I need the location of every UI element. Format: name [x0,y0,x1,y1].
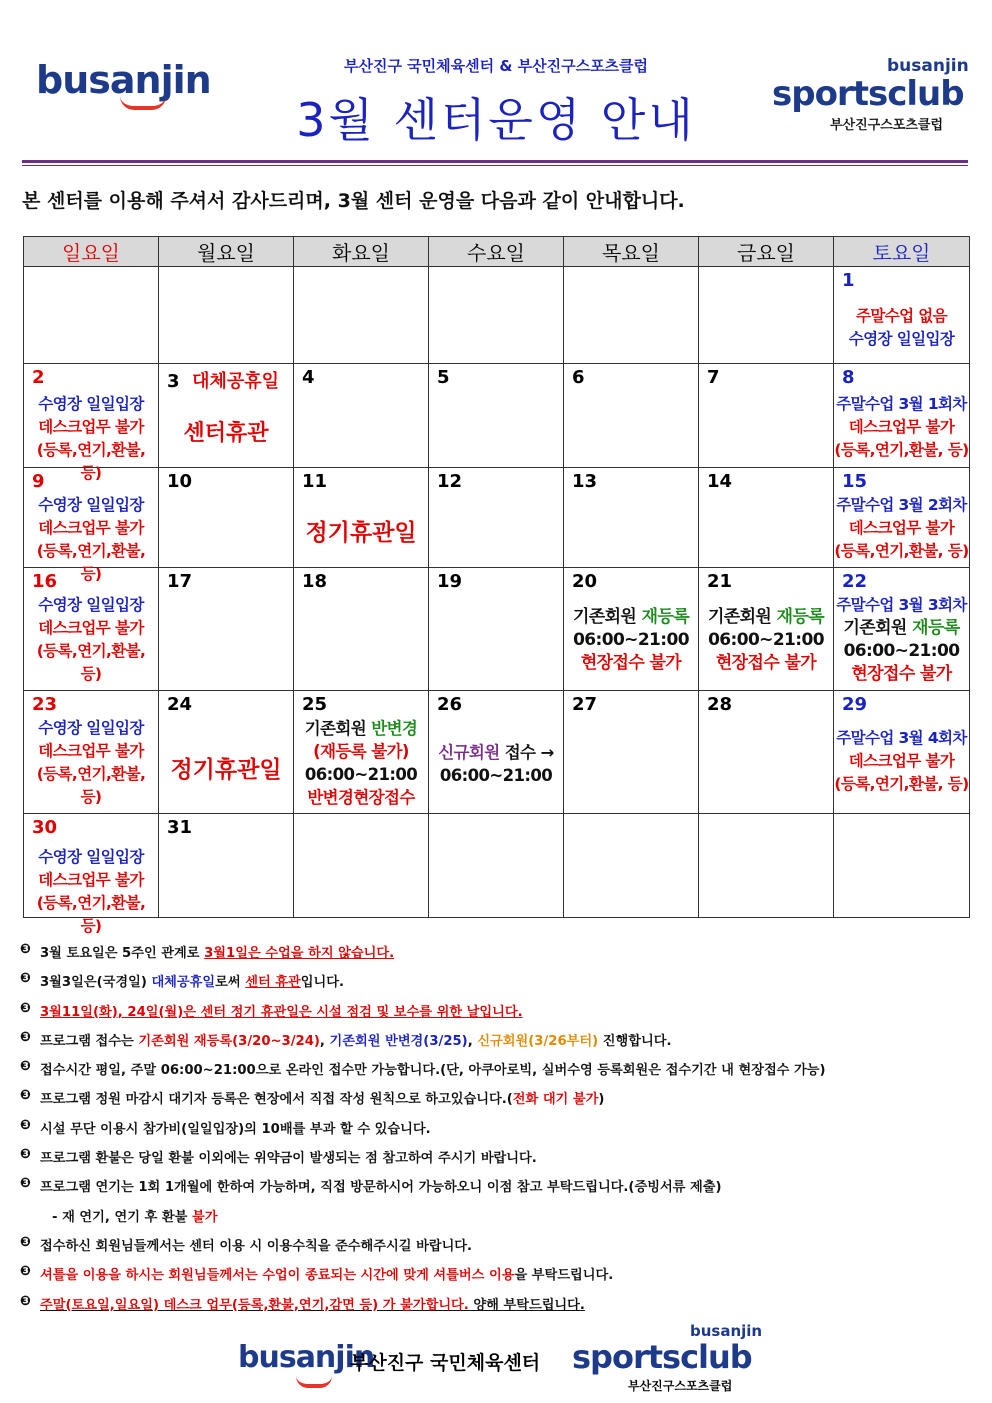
weekday-tue: 화요일 [294,237,429,267]
footer-logo-sub-text: 부산진구스포츠클럽 [628,1379,733,1393]
day-number: 7 [707,367,720,388]
bullet-icon: ❸ [20,1264,32,1280]
footer-busanjin-logo: busanjin [238,1340,375,1375]
calendar-cell-empty [429,267,564,364]
calendar-cell-day-16 [24,568,159,691]
calendar-cell-day-14 [699,468,834,568]
note-part-highlight: 기존회원 재등록(3/20~3/24) [138,1033,320,1049]
weekday-thu: 목요일 [564,237,699,267]
bullet-icon: ❸ [20,971,32,987]
day-number: 30 [32,817,58,838]
day-notes [429,741,563,787]
reregister-label: 재등록 [641,607,690,627]
note-item [20,1292,980,1321]
note-line: (등록,연기,환불, 등) [36,765,146,806]
day-number-text: 3 [167,371,180,392]
bullet-icon: ❸ [20,1234,32,1250]
weekday-sat: 토요일 [834,237,970,267]
calendar-cell-day-19 [429,568,564,691]
note-line [834,617,969,640]
member-label: 기존회원 [707,607,777,627]
center-closed-label: 센터휴관 [183,421,269,446]
calendar-cell-day-25 [294,691,429,814]
bullet-icon: ❸ [20,1117,32,1133]
day-number: 9 [32,471,45,492]
note-part-highlight: 기존회원 반변경(3/25) [329,1033,468,1049]
calendar-cell-day-13 [564,468,699,568]
note-part: 로써 [215,975,246,991]
calendar-cell-day-28 [699,691,834,814]
note-text [40,1264,613,1283]
calendar-cell-empty [159,267,294,364]
calendar-week [24,267,970,364]
calendar-week [24,568,970,691]
regular-closed-label: 정기휴관일 [305,520,417,546]
note-line: (등록,연기,환불, 등) [36,542,146,583]
header-divider [22,160,968,163]
note-line: 주말수업 3월 2회차 [836,496,967,514]
calendar-cell-empty [24,267,159,364]
time-range: 06:00~21:00 [843,641,960,661]
note-part-highlight: 신규회원(3/26부터) [477,1033,599,1049]
page-title: 3월 센터운영 안내 [296,93,696,147]
calendar-cell-empty [699,814,834,918]
weekday-fri: 금요일 [699,237,834,267]
calendar-cell-day-30 [24,814,159,935]
day-notes [24,594,158,686]
day-notes [564,606,698,675]
weekday-mon: 월요일 [159,237,294,267]
note-line: 현장접수 불가 [851,664,952,684]
day-number [167,367,279,393]
note-text [40,1030,671,1049]
note-text: 접수시간 평일, 주말 06:00~21:00으로 온라인 접수만 가능합니다.(단, 아쿠아로빅, 실버수영 등록회원은 접수기간 내 현장접수 가능) [40,1063,826,1079]
calendar-cell-empty [294,267,429,364]
day-number: 21 [707,571,733,592]
note-line: 수영장 일일입장 [848,330,955,348]
day-number: 1 [842,270,855,291]
calendar-table [23,236,970,935]
note-text: 프로그램 연기는 1회 1개월에 한하여 가능하며, 직접 방문하시어 가능하오니 이점 참고 부탁드립니다.(증빙서류 제출) [40,1180,722,1196]
calendar-cell-day-12 [429,468,564,568]
logo-wordmark: busanjin [36,58,211,102]
weekday-wed: 수요일 [429,237,564,267]
calendar-cell-day-21 [699,568,834,691]
calendar-week [24,814,970,918]
logo-big-text: sportsclub [772,74,964,114]
calendar-cell-empty [834,814,970,918]
sportsclub-logo-right [772,56,972,136]
note-line: 주말수업 3월 1회차 [836,395,967,413]
note-line: 데스크업무 불가 [848,418,955,436]
note-item [20,940,980,969]
note-part: ) [598,1092,605,1108]
note-item [20,1174,980,1203]
note-line: (등록,연기,환불, 등) [834,441,969,459]
note-part-highlight: 불가 [191,1209,218,1225]
note-line: 수영장 일일입장 [38,848,144,866]
note-part: , [319,1033,330,1049]
note-line [429,741,563,764]
class-change-label: 반변경 [371,719,418,738]
calendar-cell-day-1 [834,267,970,364]
day-number: 2 [32,367,45,388]
day-number: 19 [437,571,463,592]
calendar-cell-day-15 [834,468,970,568]
member-label: 기존회원 [572,607,642,627]
calendar-cell-day-2 [24,364,159,482]
calendar-cell-day-27 [564,691,699,814]
calendar-cell-day-5 [429,364,564,468]
calendar-cell-empty [564,267,699,364]
reregister-label: 재등록 [912,618,960,638]
intake-arrow-label: 접수 → [499,743,554,762]
calendar-cell-day-6 [564,364,699,468]
bullet-icon: ❸ [20,1059,32,1075]
day-number: 20 [572,571,598,592]
note-line [699,606,833,629]
member-label: 기존회원 [304,719,372,738]
note-line: 수영장 일일입장 [38,395,144,413]
note-part: , [467,1033,478,1049]
note-item [20,1233,980,1262]
note-line: 데스크업무 불가 [38,418,144,436]
footer-sportsclub-logo: sportsclub [572,1338,752,1376]
note-line: 데스크업무 불가 [38,519,144,537]
day-number: 24 [167,694,193,715]
holiday-label: 대체공휴일 [192,371,280,392]
logo-sub-text: 부산진구스포츠클럽 [830,118,944,133]
weekday-sun: 일요일 [24,237,159,267]
calendar-cell-day-24 [159,691,294,814]
calendar-cell-day-29 [834,691,970,814]
footer-center-name: 부산진구 국민체육센터 [350,1352,541,1374]
day-number: 8 [842,367,855,388]
note-line: 주말수업 3월 3회차 [836,596,967,614]
calendar-cell-empty [699,267,834,364]
note-item [20,1028,980,1057]
day-number: 17 [167,571,193,592]
note-part-highlight: 전화 대기 불가 [512,1092,599,1108]
note-text: 시설 무단 이용시 참가비(일일입장)의 10배를 부과 할 수 있습니다. [40,1121,431,1137]
day-number: 29 [842,694,868,715]
note-part: 3월 토요일은 5주인 관계로 [40,946,205,961]
note-text [40,1088,604,1107]
calendar-cell-day-22 [834,568,970,691]
note-part-highlight: 센터 휴관 [245,975,301,991]
note-line: 현장접수 불가 [580,653,682,673]
note-part: - 재 연기, 연기 후 환불 [52,1209,192,1225]
note-line: 주말수업 3월 4회차 [836,729,967,747]
note-text: 3월11일(화), 24일(월)은 센터 정기 휴관일은 시설 점검 및 보수를 위한 날입니다. [40,1004,523,1020]
time-range: 06:00~21:00 [439,766,553,785]
note-line: 수영장 일일입장 [38,496,144,514]
calendar-cell-day-10 [159,468,294,568]
day-notes [834,727,969,796]
note-part: 진행합니다. [598,1033,672,1049]
bullet-icon: ❸ [20,1293,32,1309]
calendar-cell-empty [564,814,699,918]
logo-small-text: busanjin [887,56,969,76]
note-subitem [20,1204,980,1233]
day-number: 6 [572,367,585,388]
day-number: 25 [302,694,328,715]
note-item [20,1145,980,1174]
note-line: 데스크업무 불가 [38,871,144,889]
note-line: 데스크업무 불가 [38,742,144,760]
note-line: 데스크업무 불가 [848,752,955,770]
day-number: 31 [167,817,193,838]
time-range: 06:00~21:00 [573,630,689,650]
note-text: 접수하신 회원님들께서는 센터 이용 시 이용수칙을 준수해주시길 바랍니다. [40,1238,473,1254]
calendar-cell-empty [429,814,564,918]
member-label: 기존회원 [843,618,913,638]
calendar-cell-day-8 [834,364,970,468]
note-item [20,1262,980,1291]
note-part: 프로그램 정원 마감시 대기자 등록은 현장에서 직접 작성 원칙으로 하고있습니다.( [40,1092,513,1108]
bullet-icon: ❸ [20,1147,32,1163]
note-part: 양해 부탁드립니다. [468,1297,585,1313]
note-part: 을 부탁드립니다. [514,1268,614,1284]
day-notes [24,846,158,938]
note-part-highlight: 3월1일은 수업을 하지 않습니다. [204,946,395,961]
note-item [20,1086,980,1115]
time-range: 06:00~21:00 [708,630,824,650]
note-item [20,1116,980,1145]
day-notes [294,717,428,809]
calendar-cell-day-26 [429,691,564,814]
day-notes [834,305,969,351]
bullet-icon: ❸ [20,1000,32,1016]
day-number: 23 [32,694,58,715]
note-line: (등록,연기,환불, 등) [36,894,146,935]
footer-logo-small-text: busanjin [690,1322,763,1340]
bullet-icon: ❸ [20,1088,32,1104]
footer-logo-smile-mark [296,1376,332,1388]
note-line: 반변경현장접수 [307,788,415,807]
regular-closed-label: 정기휴관일 [170,757,282,783]
day-notes [699,606,833,675]
day-number: 28 [707,694,733,715]
notes-list [20,940,980,1321]
day-number: 13 [572,471,598,492]
note-line: (등록,연기,환불, 등) [834,775,969,793]
weekday-header-row [24,237,970,267]
calendar-cell-day-11 [294,468,429,568]
note-part-highlight: 대체공휴일 [151,975,216,991]
day-number: 10 [167,471,193,492]
day-number: 16 [32,571,58,592]
note-line [564,606,698,629]
bullet-icon: ❸ [20,1029,32,1045]
note-line: (등록,연기,환불, 등) [36,441,146,482]
note-line: 데스크업무 불가 [848,519,955,537]
day-number: 12 [437,471,463,492]
calendar-cell-day-23 [24,691,159,814]
day-notes [24,717,158,809]
day-number: 14 [707,471,733,492]
intro-text: 본 센터를 이용해 주셔서 감사드리며, 3월 센터 운영을 다음과 같이 안내합니다. [22,190,685,212]
day-number: 15 [842,471,868,492]
day-notes [834,594,969,686]
calendar-week [24,468,970,568]
note-part: 3월3일은(국경일) [40,975,152,991]
note-line: (재등록 불가) [313,742,409,761]
note-item [20,969,980,998]
page-subtitle: 부산진구 국민체육센터 & 부산진구스포츠클럽 [343,57,649,75]
day-notes [834,494,969,563]
day-number: 4 [302,367,315,388]
calendar-cell-day-20 [564,568,699,691]
reregister-label: 재등록 [776,607,825,627]
note-text [40,942,394,961]
day-number: 27 [572,694,598,715]
calendar-cell-day-7 [699,364,834,468]
note-line: 현장접수 불가 [715,653,817,673]
note-line: 주말수업 없음 [855,307,948,325]
note-text: 프로그램 환불은 당일 환불 이외에는 위약금이 발생되는 점 참고하여 주시기 바랍니다. [40,1151,537,1167]
new-member-label: 신규회원 [438,743,500,762]
bullet-icon: ❸ [20,1176,32,1192]
calendar-cell-day-18 [294,568,429,691]
day-notes [834,393,969,462]
note-item [20,999,980,1028]
day-number: 18 [302,571,328,592]
calendar-cell-empty [294,814,429,918]
note-line: 수영장 일일입장 [38,719,144,737]
day-number: 22 [842,571,868,592]
day-number: 26 [437,694,463,715]
note-text [52,1206,217,1225]
note-part: 입니다. [300,975,345,991]
calendar-week [24,364,970,468]
calendar-cell-day-17 [159,568,294,691]
calendar-cell-day-4 [294,364,429,468]
day-number: 11 [302,471,328,492]
calendar-cell-day-31 [159,814,294,918]
calendar-cell-day-3 [159,364,294,468]
note-text [40,1294,585,1313]
note-part-highlight: 주말(토요일,일요일) 데스크 업무(등록,환불,연기,감면 등) 가 불가합니다. [40,1297,469,1313]
calendar-week [24,691,970,814]
day-number: 5 [437,367,450,388]
header-divider-thin [22,165,968,166]
note-text [40,971,344,990]
time-range: 06:00~21:00 [304,765,418,784]
note-line: 수영장 일일입장 [38,596,144,614]
note-line: (등록,연기,환불, 등) [834,542,969,560]
note-item [20,1057,980,1086]
note-line: (등록,연기,환불, 등) [36,642,146,683]
note-line: 데스크업무 불가 [38,619,144,637]
note-part: 프로그램 접수는 [40,1033,139,1049]
note-part-highlight: 셔틀을 이용을 하시는 회원님들께서는 수업이 종료되는 시간에 맞게 셔틀버스 이용 [40,1268,515,1284]
note-line [294,717,428,740]
bullet-icon: ❸ [20,942,32,957]
